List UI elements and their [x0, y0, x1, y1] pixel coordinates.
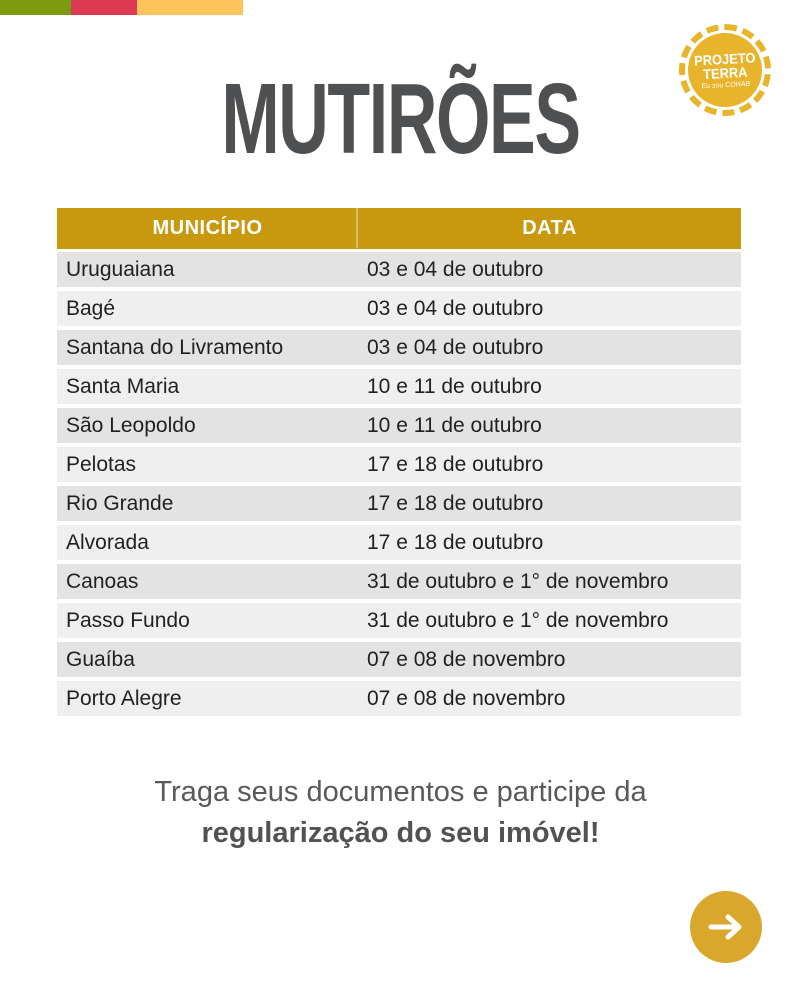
cell-data: 07 e 08 de novembro [367, 686, 566, 710]
cell-municipio: Santana do Livramento [66, 335, 284, 359]
table-row [57, 525, 741, 560]
cell-data: 10 e 11 de outubro [367, 374, 542, 398]
table-row [57, 369, 741, 404]
table-row [57, 408, 741, 443]
cell-data: 07 e 08 de novembro [367, 647, 566, 671]
cell-municipio: Porto Alegre [66, 686, 182, 710]
header-divider [356, 207, 358, 248]
header-label-municipio: MUNICÍPIO [152, 217, 263, 239]
table-header [57, 208, 741, 249]
table-row [57, 603, 741, 638]
table-row [57, 681, 741, 716]
cell-municipio: Rio Grande [66, 491, 174, 515]
cell-municipio: São Leopoldo [66, 413, 196, 437]
cell-municipio: Canoas [66, 569, 139, 593]
cell-data: 03 e 04 de outubro [367, 335, 544, 359]
badge-subtitle: Eu sou COHAB [701, 80, 751, 90]
cell-data: 03 e 04 de outubro [367, 296, 544, 320]
header-label-data: DATA [522, 217, 577, 239]
table-row [57, 291, 741, 326]
top-color-bar [0, 0, 243, 15]
header-cell-municipio [57, 217, 358, 240]
header-cell-data [358, 217, 741, 240]
table-row [57, 564, 741, 599]
color-segment-yellow [137, 0, 243, 15]
badge-circle [686, 31, 764, 109]
next-button[interactable] [690, 891, 762, 963]
table-row [57, 642, 741, 677]
footer-note [0, 772, 801, 853]
cell-municipio: Guaíba [66, 647, 135, 671]
color-segment-red [71, 0, 137, 15]
footer-line-2: regularização do seu imóvel! [201, 816, 600, 849]
cell-municipio: Santa Maria [66, 374, 180, 398]
cell-municipio: Passo Fundo [66, 608, 190, 632]
cell-data: 17 e 18 de outubro [367, 530, 544, 554]
footer-line-1: Traga seus documentos e participe da [154, 776, 647, 808]
cell-data: 10 e 11 de outubro [367, 413, 542, 437]
arrow-right-icon [707, 912, 745, 942]
cell-municipio: Alvorada [66, 530, 149, 554]
table-row [57, 252, 741, 287]
cell-data: 31 de outubro e 1° de novembro [367, 608, 669, 632]
table-row [57, 486, 741, 521]
cell-data: 17 e 18 de outubro [367, 491, 544, 515]
page-title: MUTIRÕES [221, 63, 580, 175]
table-body [57, 252, 741, 716]
table-row [57, 447, 741, 482]
table-row [57, 330, 741, 365]
schedule-table [57, 208, 741, 720]
color-segment-green [0, 0, 71, 15]
badge-line-2: TERRA [702, 63, 748, 82]
cell-data: 17 e 18 de outubro [367, 452, 544, 476]
cell-municipio: Bagé [66, 296, 116, 320]
cell-data: 31 de outubro e 1° de novembro [367, 569, 669, 593]
badge-line-1: PROJETO [693, 48, 756, 69]
cell-data: 03 e 04 de outubro [367, 257, 544, 281]
cell-municipio: Pelotas [66, 452, 137, 476]
projeto-terra-badge [679, 24, 771, 116]
cell-municipio: Uruguaiana [66, 257, 175, 281]
